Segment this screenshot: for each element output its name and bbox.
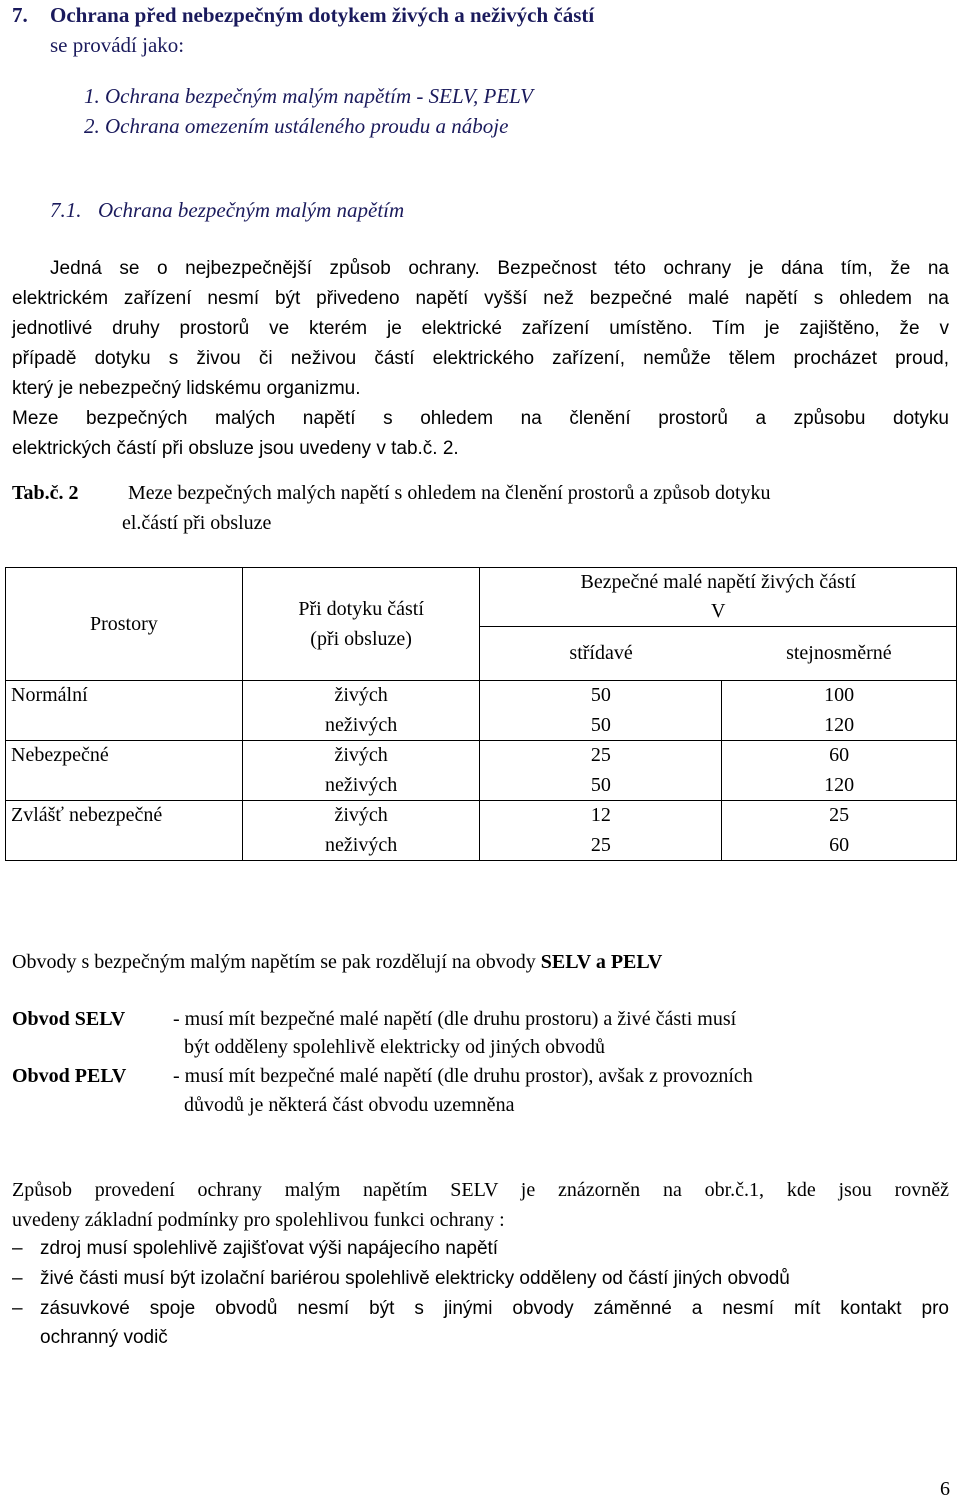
paragraph-line: jednotlivé druhy prostorů ve kterém je elektrické zařízení umístěno. Tím je zajištěno, že v (12, 318, 949, 339)
cell-ac: 50 (480, 681, 722, 711)
paragraph-line: elektrickém zařízení nesmí být přivedeno napětí vyšší než bezpečné malé napětí s ohledem na (12, 288, 949, 309)
cell-space (6, 831, 243, 861)
condition-item (12, 1294, 949, 1324)
header-ac: střídavé (480, 627, 722, 681)
selv-label: Obvod SELV (12, 1008, 126, 1030)
header-prostory: Prostory (6, 568, 243, 681)
pelv-line2: důvodů je některá část obvodu uzemněna (184, 1094, 515, 1116)
cell-dc: 120 (722, 771, 957, 801)
cell-space (6, 711, 243, 741)
circuits-intro-bold: SELV a PELV (540, 951, 663, 973)
cell-space (6, 771, 243, 801)
cell-dc: 60 (722, 741, 957, 771)
condition-text: zdroj musí spolehlivě zajišťovat výši napájecího napětí (40, 1238, 499, 1259)
circuits-intro-text: Obvody s bezpečným malým napětím se pak rozdělují na obvody (12, 951, 541, 973)
paragraph-line: případě dotyku s živou či neživou částí elektrického zařízení, nemůže tělem procházet proud, (12, 348, 949, 369)
condition-text-continued: ochranný vodič (40, 1327, 168, 1348)
header-voltage-line1: Bezpečné malé napětí živých částí (580, 571, 856, 593)
table-row (6, 681, 957, 711)
method-item-2: 2. Ochrana omezením ustáleného proudu a náboje (84, 114, 509, 138)
condition-text: zásuvkové spoje obvodů nesmí být s jinými obvody záměnné a nesmí mít kontakt pro (40, 1298, 949, 1319)
cell-contact: živých (242, 681, 480, 711)
condition-text: živé části musí být izolační bariérou spolehlivě elektricky odděleny od částí jiných obvodů (40, 1268, 790, 1289)
paragraph-line: Způsob provedení ochrany malým napětím SELV je znázorněn na obr.č.1, kde jsou rovněž (12, 1179, 949, 1201)
circuits-intro (12, 947, 662, 977)
header-contact-line2: (při obsluze) (310, 628, 412, 650)
cell-ac: 12 (480, 801, 722, 831)
table-caption-label (12, 478, 79, 508)
cell-contact: živých (242, 801, 480, 831)
pelv-definition (12, 1061, 126, 1091)
subsection-heading (50, 195, 404, 225)
paragraph-line: uvedeny základní podmínky pro spolehlivou funkci ochrany : (12, 1209, 505, 1231)
table-row (6, 771, 957, 801)
cell-ac: 50 (480, 711, 722, 741)
section-number: 7. (12, 3, 28, 27)
table-row (6, 741, 957, 771)
paragraph-line: Jedná se o nejbezpečnější způsob ochrany. Bezpečnost této ochrany je dána tím, že na (50, 258, 949, 279)
header-contact-line1: Při dotyku částí (298, 598, 424, 620)
cell-space: Normální (6, 681, 243, 711)
paragraph-line: elektrických částí při obsluze jsou uvedeny v tab.č. 2. (12, 438, 459, 459)
table-label: Tab.č. 2 (12, 482, 79, 504)
pelv-label: Obvod PELV (12, 1065, 127, 1087)
table-caption-text-2: el.částí při obsluze (122, 512, 272, 534)
header-dc: stejnosměrné (722, 627, 957, 681)
cell-dc: 100 (722, 681, 957, 711)
pelv-line1: - musí mít bezpečné malé napětí (dle druhu prostor), avšak z provozních (173, 1065, 753, 1087)
cell-contact: živých (242, 741, 480, 771)
cell-contact: neživých (242, 831, 480, 861)
condition-item (12, 1264, 790, 1294)
paragraph-line: Meze bezpečných malých napětí s ohledem na členění prostorů a způsobu dotyku (12, 408, 949, 429)
cell-space: Nebezpečné (6, 741, 243, 771)
header-voltage (480, 568, 957, 627)
condition-item (12, 1234, 498, 1264)
selv-line1: - musí mít bezpečné malé napětí (dle druhu prostoru) a živé části musí (173, 1008, 737, 1030)
selv-definition (12, 1004, 125, 1034)
page-number: 6 (940, 1478, 950, 1500)
cell-ac: 50 (480, 771, 722, 801)
header-contact (242, 568, 480, 681)
subsection-title: Ochrana bezpečným malým napětím (98, 198, 405, 222)
cell-contact: neživých (242, 771, 480, 801)
subsection-number: 7.1. (50, 198, 82, 222)
cell-ac: 25 (480, 831, 722, 861)
selv-line2: být odděleny spolehlivě elektricky od jiných obvodů (184, 1036, 606, 1058)
section-title-line1: Ochrana před nebezpečným dotykem živých a neživých částí (50, 3, 595, 27)
cell-dc: 60 (722, 831, 957, 861)
cell-space: Zvlášť nebezpečné (6, 801, 243, 831)
dash-bullet: – (12, 1268, 23, 1289)
section-title-line2: se provádí jako: (50, 33, 185, 57)
table-caption-text-1: Meze bezpečných malých napětí s ohledem na členění prostorů a způsob dotyku (128, 482, 771, 504)
cell-contact: neživých (242, 711, 480, 741)
method-paragraph (12, 1175, 949, 1235)
method-item-1: 1. Ochrana bezpečným malým napětím - SELV, PELV (84, 84, 533, 108)
table-row (6, 801, 957, 831)
voltage-limits-table (5, 567, 957, 861)
header-voltage-unit: V (711, 600, 726, 622)
dash-bullet: – (12, 1298, 23, 1319)
section-heading (12, 0, 594, 30)
table-row (6, 711, 957, 741)
dash-bullet: – (12, 1238, 23, 1259)
cell-dc: 25 (722, 801, 957, 831)
table-row (6, 831, 957, 861)
paragraph-line: který je nebezpečný lidskému organizmu. (12, 378, 361, 399)
cell-dc: 120 (722, 711, 957, 741)
cell-ac: 25 (480, 741, 722, 771)
intro-paragraph (12, 254, 949, 464)
